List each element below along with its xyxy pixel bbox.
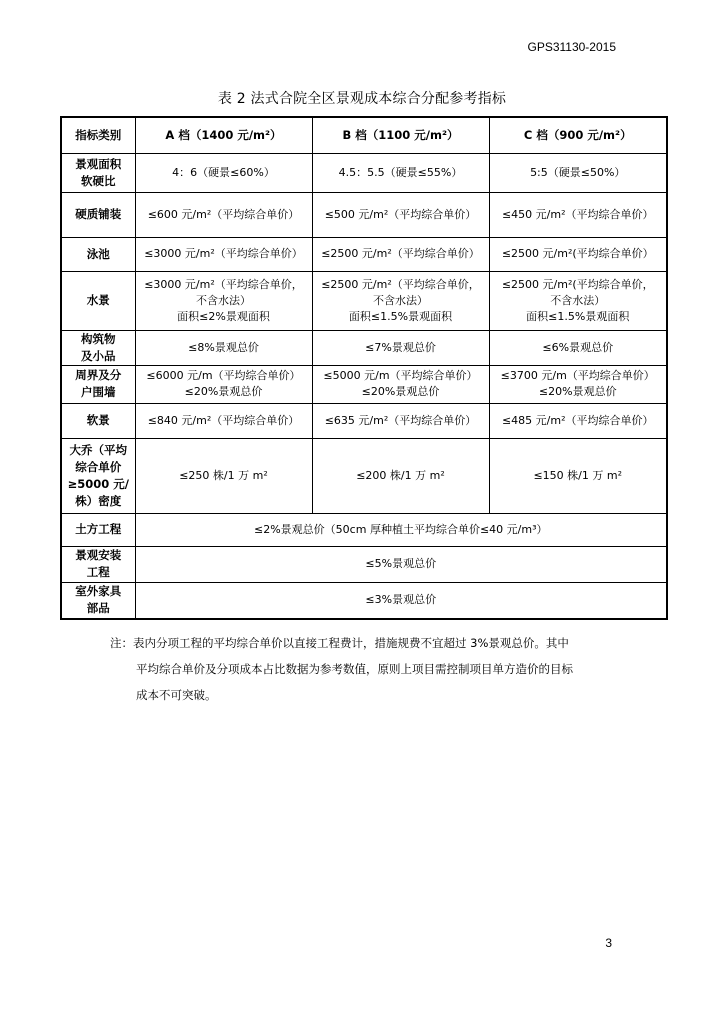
cell-grade-a: ≤3000 元/m²（平均综合单价， 不含水法） 面积≤2%景观面积: [135, 271, 312, 330]
cell-grade-a: ≤600 元/m²（平均综合单价）: [135, 192, 312, 237]
row-label-outdoor-furniture: 室外家具 部品: [61, 582, 135, 619]
table-note: [110, 630, 630, 708]
cost-index-table: [60, 116, 668, 620]
cell-grade-c: ≤485 元/m²（平均综合单价）: [489, 403, 667, 438]
cell-grade-c: ≤6%景观总价: [489, 330, 667, 365]
table-row: [61, 546, 667, 582]
cell-grade-a: ≤8%景观总价: [135, 330, 312, 365]
cell-merged-value: ≤3%景观总价: [135, 582, 667, 619]
table-row: [61, 582, 667, 619]
row-label-water-feature: 水景: [61, 271, 135, 330]
cell-grade-a: ≤6000 元/m（平均综合单价） ≤20%景观总价: [135, 365, 312, 403]
cell-grade-c: ≤2500 元/m²(平均综合单价， 不含水法） 面积≤1.5%景观面积: [489, 271, 667, 330]
row-label-hard-paving: 硬质铺装: [61, 192, 135, 237]
cell-grade-c: 5:5（硬景≤50%）: [489, 153, 667, 192]
table-row: [61, 403, 667, 438]
cell-grade-b: ≤7%景观总价: [312, 330, 489, 365]
cell-grade-a: ≤3000 元/m²（平均综合单价）: [135, 237, 312, 271]
row-label-large-tree-density: 大乔（平均 综合单价 ≥5000 元/ 株）密度: [61, 438, 135, 513]
cell-grade-b: ≤200 株/1 万 m²: [312, 438, 489, 513]
cell-grade-b: ≤635 元/m²（平均综合单价）: [312, 403, 489, 438]
col-header-category: 指标类别: [61, 117, 135, 153]
row-label-installation: 景观安装 工程: [61, 546, 135, 582]
row-label-earthwork: 土方工程: [61, 513, 135, 546]
row-label-softscape: 软景: [61, 403, 135, 438]
table-row: [61, 271, 667, 330]
document-code: GPS31130-2015: [527, 40, 616, 54]
cell-grade-b: ≤5000 元/m（平均综合单价） ≤20%景观总价: [312, 365, 489, 403]
cell-merged-value: ≤5%景观总价: [135, 546, 667, 582]
cell-grade-b: ≤2500 元/m²（平均综合单价）: [312, 237, 489, 271]
row-label-boundary-walls: 周界及分 户围墙: [61, 365, 135, 403]
cell-grade-c: ≤150 株/1 万 m²: [489, 438, 667, 513]
col-header-grade-a: A 档（1400 元/m²）: [135, 117, 312, 153]
table-row: [61, 153, 667, 192]
note-line: 注：表内分项工程的平均综合单价以直接工程费计，措施规费不宜超过 3%景观总价。其中: [110, 636, 569, 650]
table-row: [61, 513, 667, 546]
cell-grade-c: ≤450 元/m²（平均综合单价）: [489, 192, 667, 237]
table-row: [61, 192, 667, 237]
cell-grade-b: ≤2500 元/m²（平均综合单价， 不含水法） 面积≤1.5%景观面积: [312, 271, 489, 330]
row-label-soft-hard-ratio: 景观面积 软硬比: [61, 153, 135, 192]
cell-merged-value: ≤2%景观总价（50cm 厚种植土平均综合单价≤40 元/m³）: [135, 513, 667, 546]
table-title: 表 2 法式合院全区景观成本综合分配参考指标: [217, 91, 507, 107]
cell-grade-c: ≤2500 元/m²(平均综合单价）: [489, 237, 667, 271]
cell-grade-c: ≤3700 元/m（平均综合单价） ≤20%景观总价: [489, 365, 667, 403]
cell-grade-b: ≤500 元/m²（平均综合单价）: [312, 192, 489, 237]
cell-grade-a: 4：6（硬景≤60%）: [135, 153, 312, 192]
table-row: [61, 438, 667, 513]
col-header-grade-b: B 档（1100 元/m²）: [312, 117, 489, 153]
col-header-grade-c: C 档（900 元/m²）: [489, 117, 667, 153]
table-header-row: [61, 117, 667, 153]
table-row: [61, 365, 667, 403]
note-line: 平均综合单价及分项成本占比数据为参考数值，原则上项目需控制项目单方造价的目标: [136, 662, 573, 676]
table-row: [61, 330, 667, 365]
cell-grade-a: ≤250 株/1 万 m²: [135, 438, 312, 513]
row-label-pool: 泳池: [61, 237, 135, 271]
note-line: 成本不可突破。: [136, 688, 217, 702]
row-label-structures: 构筑物 及小品: [61, 330, 135, 365]
cell-grade-b: 4.5：5.5（硬景≤55%）: [312, 153, 489, 192]
page-number: 3: [605, 936, 612, 950]
cell-grade-a: ≤840 元/m²（平均综合单价）: [135, 403, 312, 438]
table-row: [61, 237, 667, 271]
